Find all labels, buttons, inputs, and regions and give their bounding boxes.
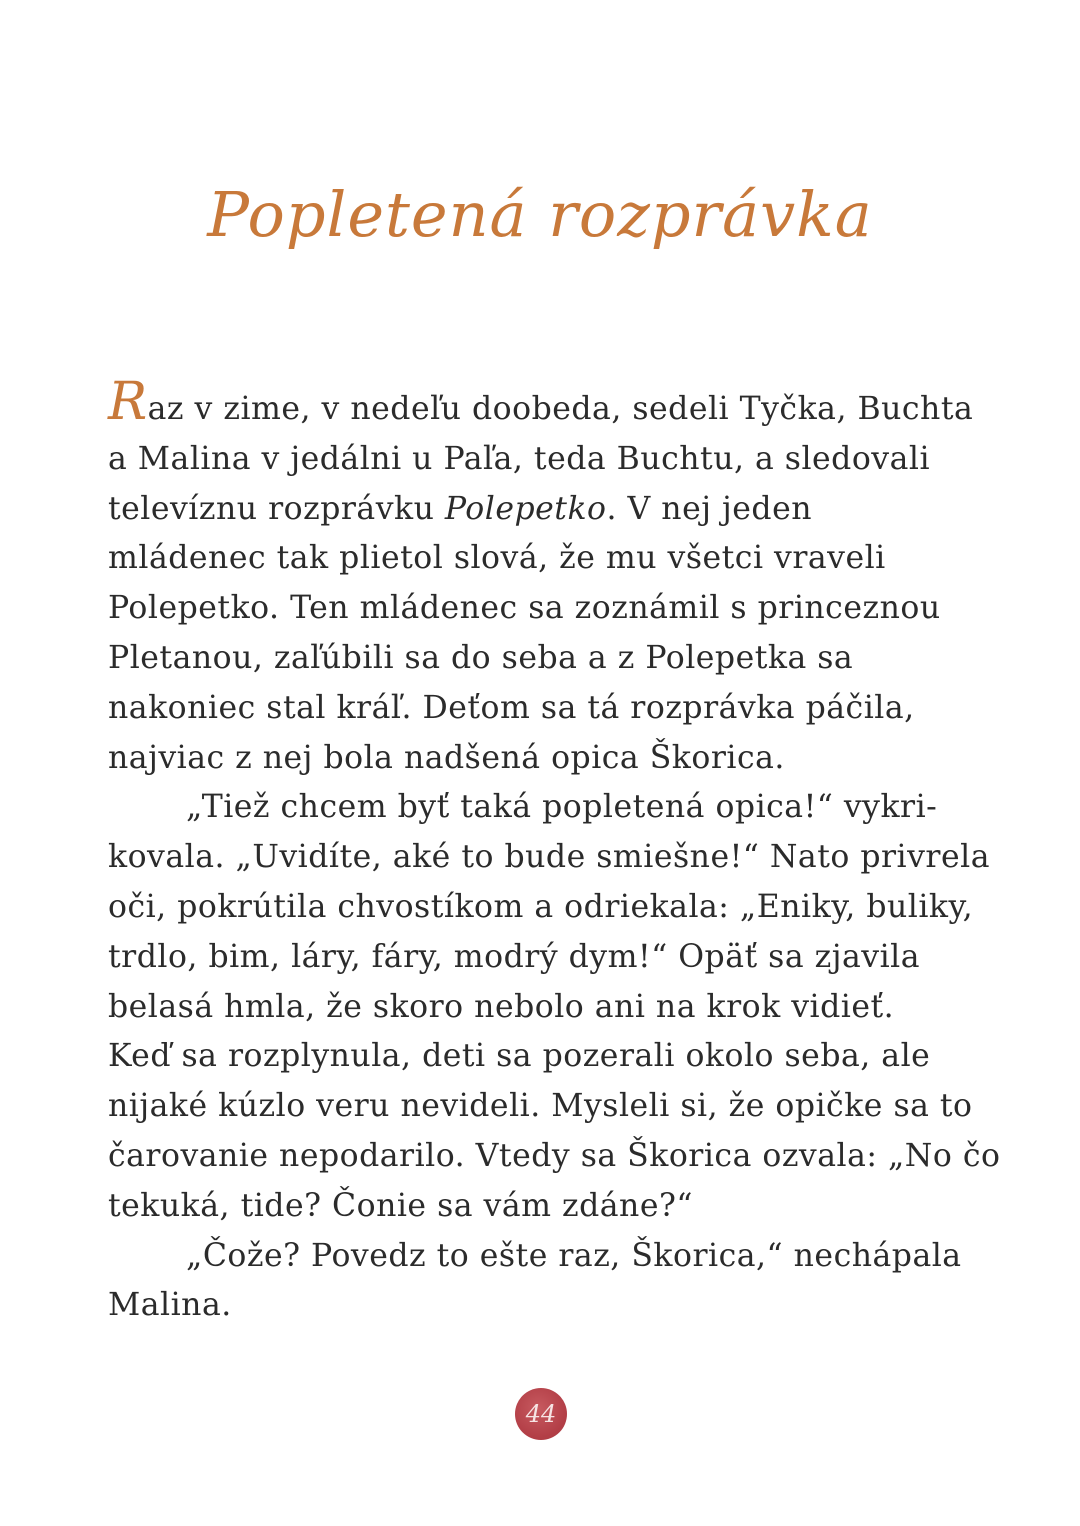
chapter-title: Popletená rozprávka <box>207 178 873 251</box>
text-line: nakoniec stal kráľ. Deťom sa tá rozprávka páčila, <box>108 689 915 726</box>
text-line: a Malina v jedálni u Paľa, teda Buchtu, a sledovali <box>108 440 931 477</box>
text-line: trdlo, bim, láry, fáry, modrý dym!“ Opäť sa zjavila <box>108 938 921 975</box>
text-line: belasá hmla, že skoro nebolo ani na krok vidieť. <box>108 988 895 1025</box>
text-line: najviac z nej bola nadšená opica Škorica. <box>108 739 785 776</box>
story-text <box>108 372 1001 1331</box>
text-line: nijaké kúzlo veru nevideli. Mysleli si, že opičke sa to <box>108 1088 973 1125</box>
text-line: Pletanou, zaľúbili sa do seba a z Polepetka sa <box>108 639 854 676</box>
text-line: Keď sa rozplynula, deti sa pozerali okolo seba, ale <box>108 1038 931 1075</box>
text-line: kovala. „Uvidíte, aké to bude smiešne!“ Nato privrela <box>108 839 990 876</box>
text-line: „Tiež chcem byť taká popletená opica!“ vykri- <box>186 789 938 826</box>
text-line: televíznu rozprávku Polepetko. V nej jeden <box>108 490 812 527</box>
title-italic: Polepetko <box>444 490 607 527</box>
drop-cap: R <box>108 372 148 432</box>
text-line: mládenec tak plietol slová, že mu všetci vraveli <box>108 540 886 577</box>
text-line: Malina. <box>108 1287 232 1324</box>
text-line: Raz v zime, v nedeľu doobeda, sedeli Tyčka, Buchta <box>108 372 974 432</box>
text-line: tekuká, tide? Čonie sa vám zdáne?“ <box>108 1187 693 1224</box>
text-line: oči, pokrútila chvostíkom a odriekala: „Eniky, buliky, <box>108 888 974 925</box>
text-line: čarovanie nepodarilo. Vtedy sa Škorica ozvala: „No čo <box>108 1137 1001 1174</box>
text-line: „Čože? Povedz to ešte raz, Škorica,“ nechápala <box>186 1237 962 1274</box>
text-line: Polepetko. Ten mládenec sa zoznámil s princeznou <box>108 590 941 627</box>
page-number-badge: 44 <box>515 1388 567 1440</box>
